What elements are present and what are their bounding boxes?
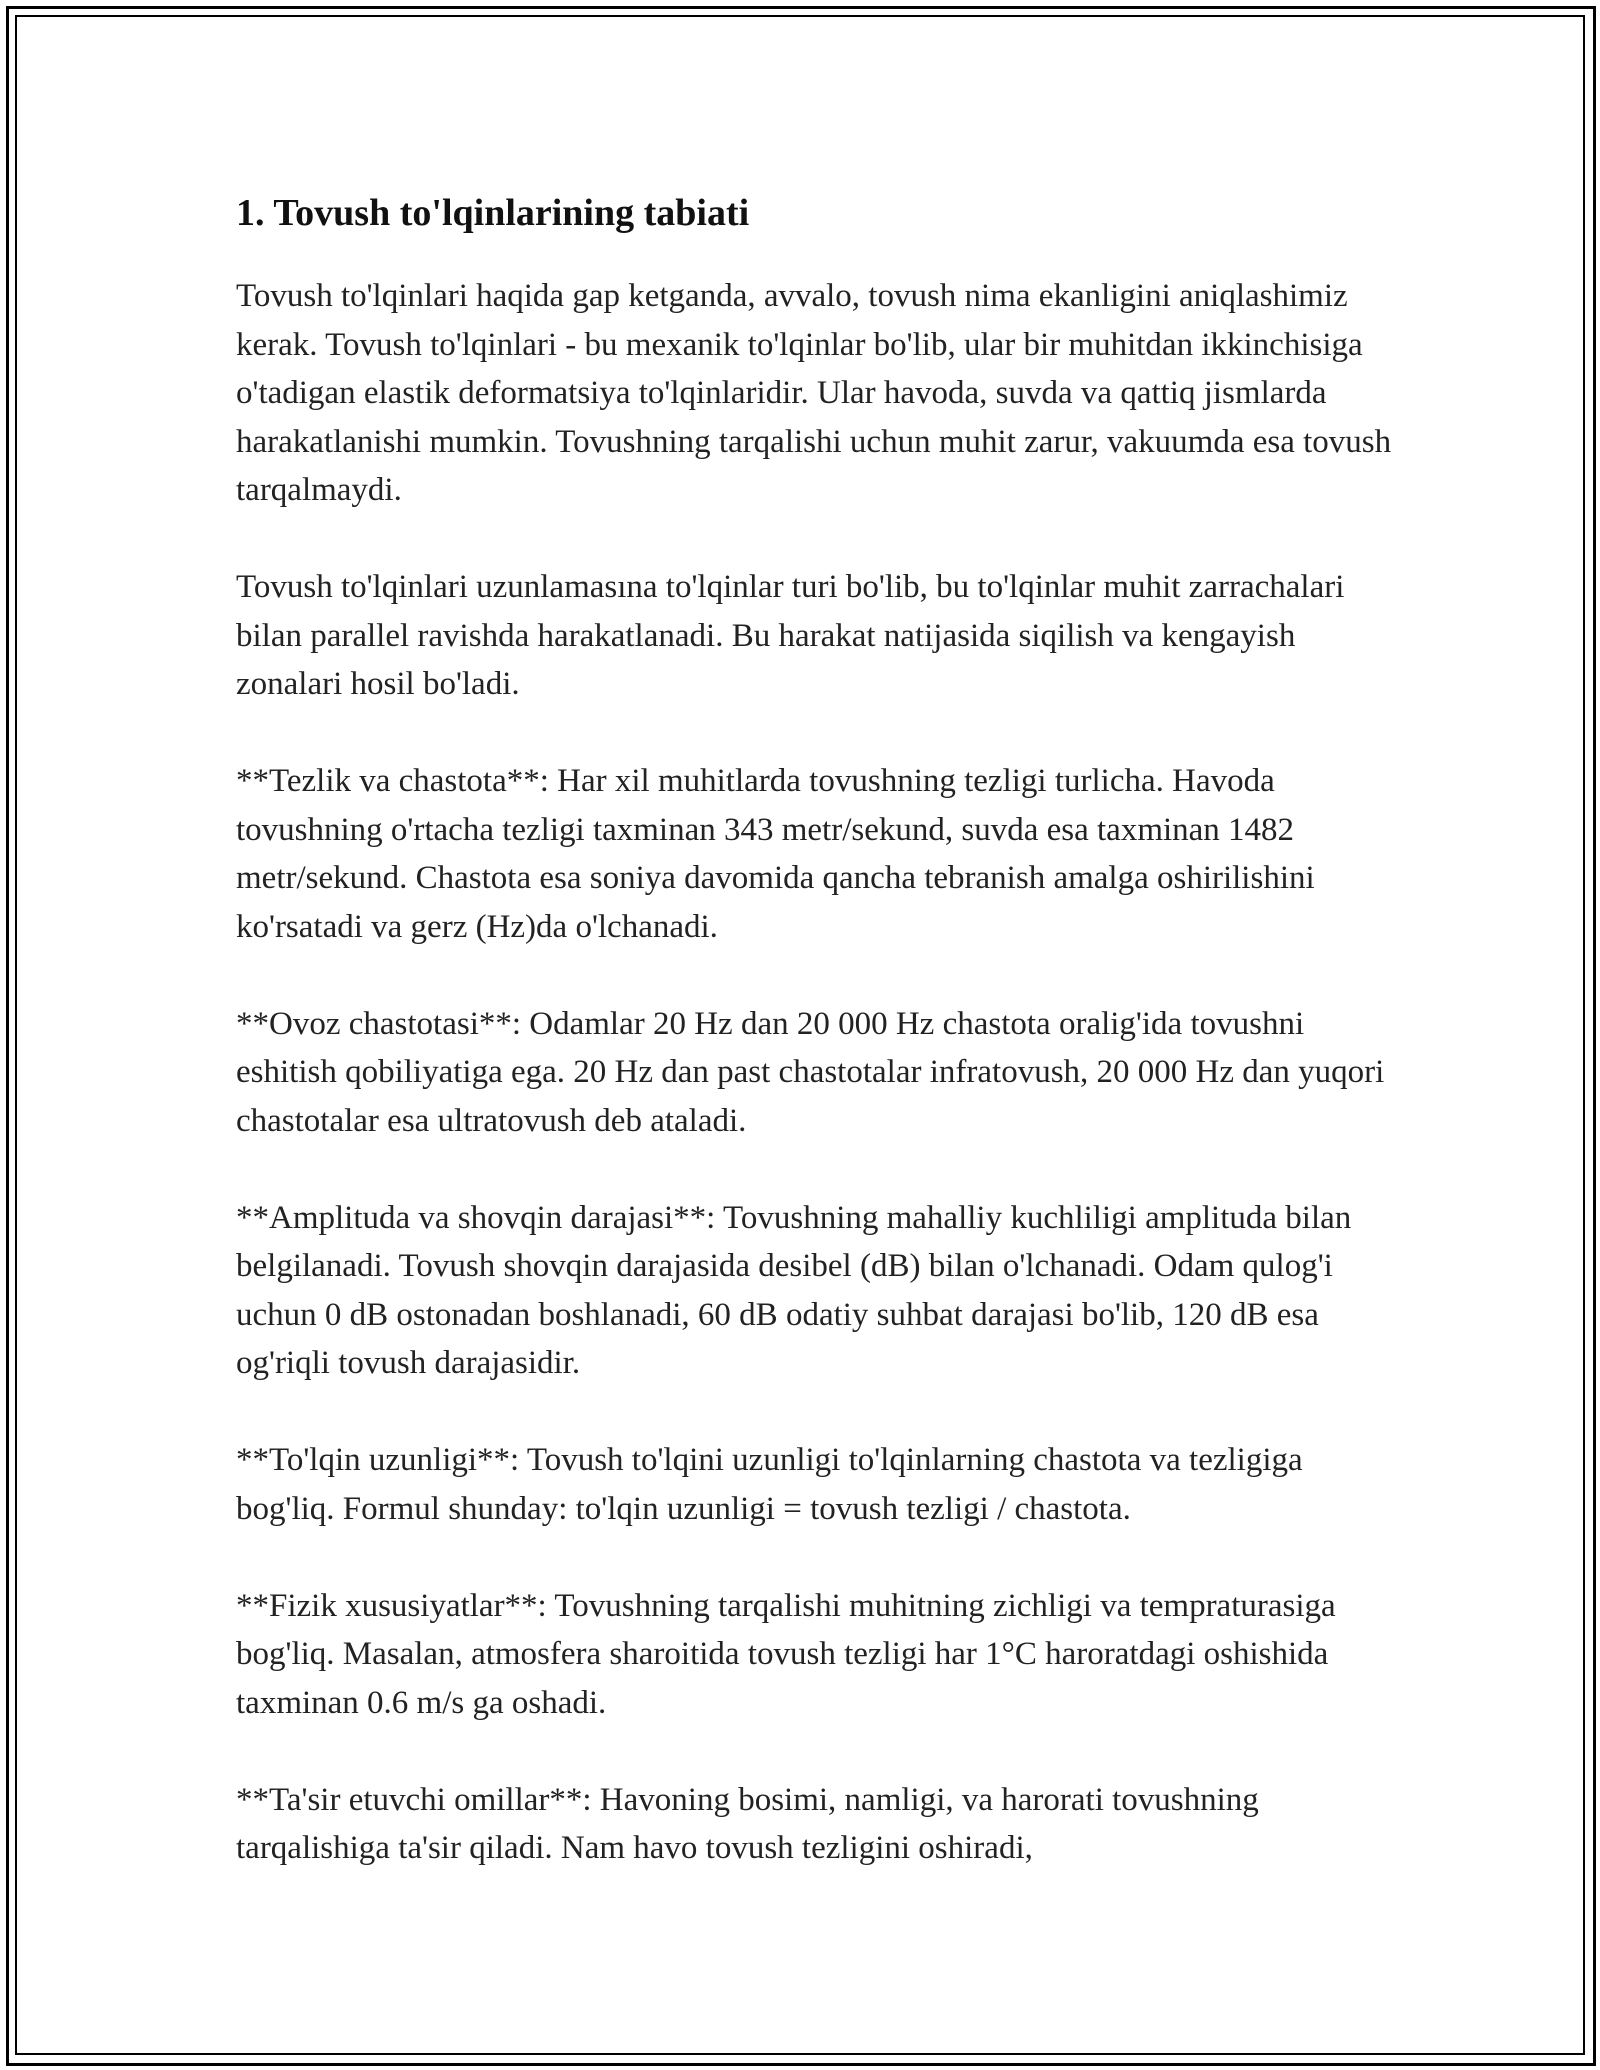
- document-body: [236, 184, 1396, 1921]
- paragraph-longitudinal: Tovush to'lqinlari uzunlamasına to'lqinlar turi bo'lib, bu to'lqinlar muhit zarrachalari bilan parallel ravishda harakatlanadi. Bu harakat natijasida siqilish va kengayish zonalari hosil bo'ladi.: [236, 569, 1345, 702]
- paragraph-wavelength: **To'lqin uzunligi**: Tovush to'lqini uzunligi to'lqinlarning chastota va tezligiga bog'liq. Formul shunday: to'lqin uzunligi = tovush tezligi / chastota.: [236, 1442, 1303, 1527]
- paragraph-physical-properties: **Fizik xususiyatlar**: Tovushning tarqalishi muhitning zichligi va tempraturasiga bog'liq. Masalan, atmosfera sharoitida tovush tezligi har 1°C haroratdagi oshishida taxminan 0.6 m/s ga oshadi.: [236, 1587, 1336, 1721]
- paragraph-sound-frequency: **Ovoz chastotasi**: Odamlar 20 Hz dan 20 000 Hz chastota oralig'ida tovushni eshitish qobiliyatiga ega. 20 Hz dan past chastotalar infratovush, 20 000 Hz dan yuqori chastotalar esa ultratovush deb ataladi.: [236, 1005, 1385, 1139]
- section-heading: 1. Tovush to'lqinlarining tabiati: [236, 192, 750, 234]
- paragraph-influencing-factors: **Ta'sir etuvchi omillar**: Havoning bosimi, namligi, va harorati tovushning tarqalishiga ta'sir qiladi. Nam havo tovush tezligini oshiradi,: [236, 1781, 1259, 1866]
- paragraph-intro: Tovush to'lqinlari haqida gap ketganda, avvalo, tovush nima ekanligini aniqlashimiz kerak. Tovush to'lqinlari - bu mexanik to'lqinlar bo'lib, ular bir muhitdan ikkinchisiga o'tadigan elastik deformatsiya to'lqinlaridir. Ular havoda, suvda va qattiq jismlarda harakatlanishi mumkin. Tovushning tarqalishi uchun muhit zarur, vakuumda esa tovush tarqalmaydi.: [236, 278, 1392, 508]
- paragraph-speed-frequency: **Tezlik va chastota**: Har xil muhitlarda tovushning tezligi turlicha. Havoda tovushning o'rtacha tezligi taxminan 343 metr/sekund, suvda esa taxminan 1482 metr/sekund. Chastota esa soniya davomida qancha tebranish amalga oshirilishini ko'rsatadi va gerz (Hz)da o'lchanadi.: [236, 763, 1315, 945]
- paragraph-amplitude: **Amplituda va shovqin darajasi**: Tovushning mahalliy kuchliligi amplituda bilan belgilanadi. Tovush shovqin darajasida desibel (dB) bilan o'lchanadi. Odam qulog'i uchun 0 dB ostonadan boshlanadi, 60 dB odatiy suhbat darajasi bo'lib, 120 dB esa og'riqli tovush darajasidir.: [236, 1199, 1352, 1381]
